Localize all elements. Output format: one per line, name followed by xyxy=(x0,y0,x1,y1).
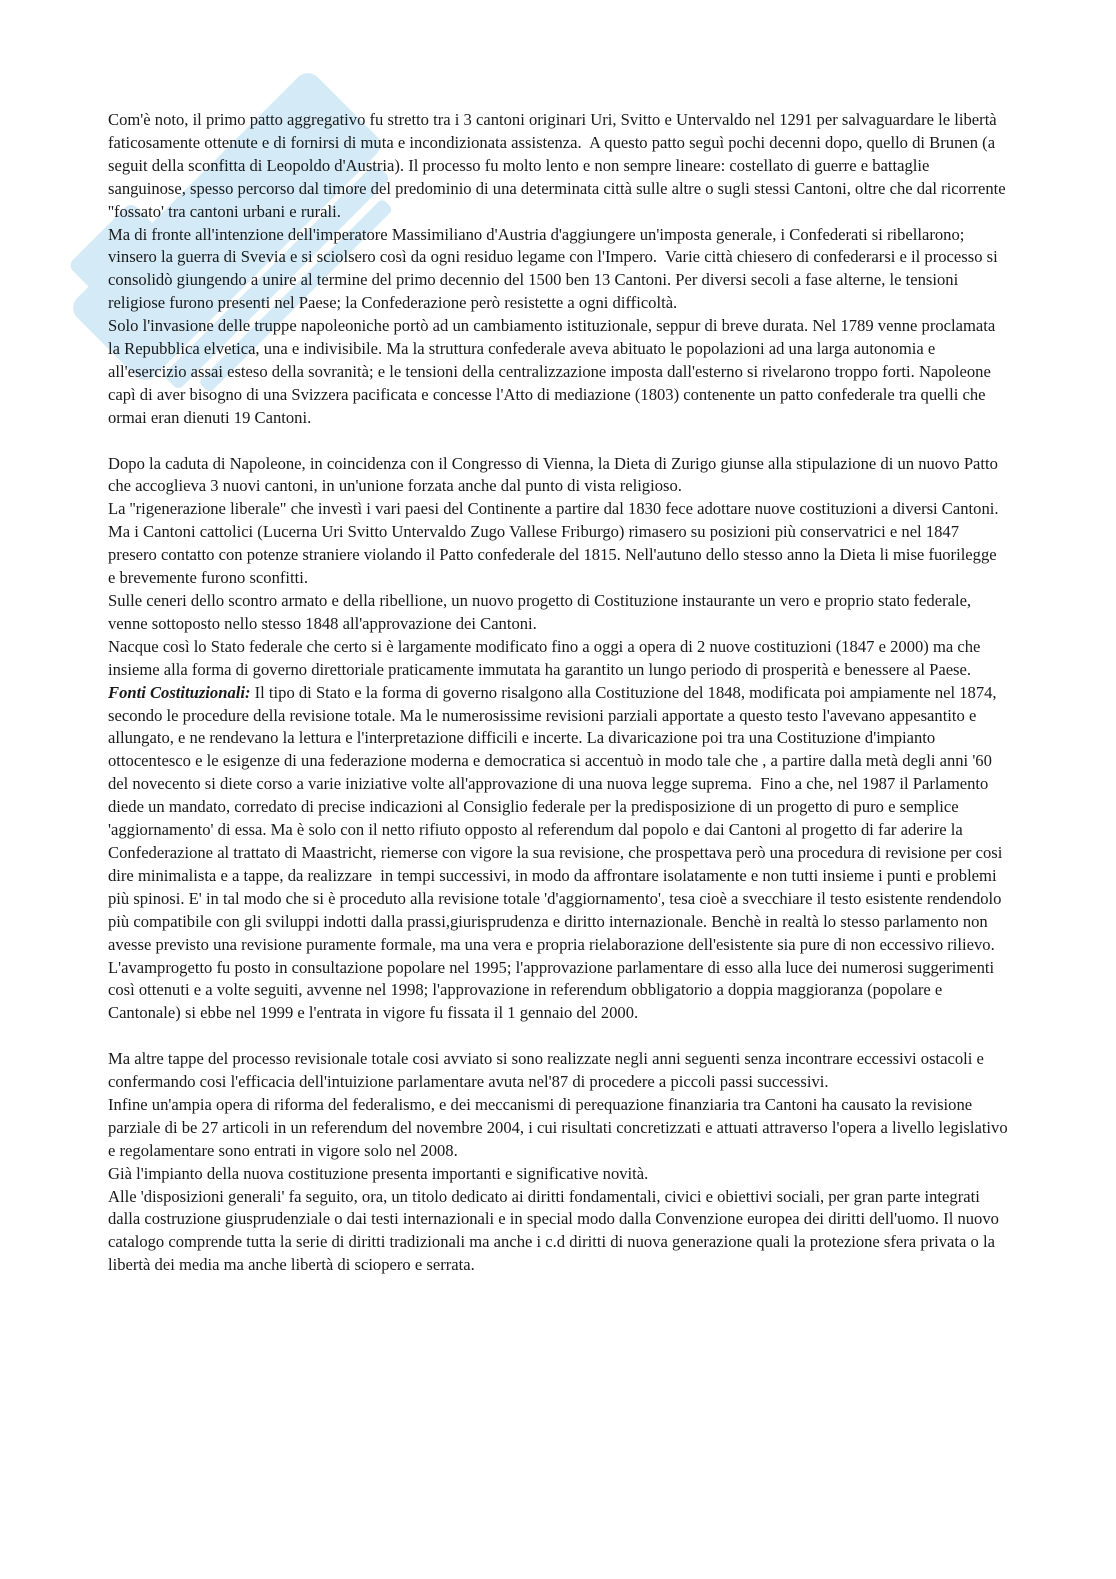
document-page xyxy=(108,109,1012,1277)
paragraph-origins: Com'è noto, il primo patto aggregativo fu stretto tra i 3 cantoni originari Uri, Svitto e Untervaldo nel 1291 per salvaguardare le libertà faticosamente ottenute e di fornirsi di muta e incondizionata assistenza. A questo patto seguì pochi decenni dopo, quello di Brunen (a seguit della sconfitta di Leopoldo d'Austria). Il processo fu molto lento e non sempre lineare: costellato di guerre e battaglie sanguinose, spesso percorso dal timore del predominio di una determinata città sulle altre o sugli stessi Cantoni, oltre che dal ricorrente ''fossato' tra cantoni urbani e rurali. xyxy=(108,110,1010,221)
paragraph-swabian-war: Ma di fronte all'intenzione dell'imperatore Massimiliano d'Austria d'aggiungere un'imposta generale, i Confederati si ribellarono; vinsero la guerra di Svevia e si sciolsero così da ogni residuo legame con l'Impero. Varie città chiesero di confederarsi e il processo si consolidò giungendo a unire al termine del primo decennio del 1500 ben 13 Cantoni. Per diversi secoli a fase alterne, le tensioni religiose furono presenti nel Paese; la Confederazione però resistette a ogni difficoltà. xyxy=(108,224,1002,313)
fonti-heading: Fonti Costituzionali: xyxy=(108,682,251,702)
paragraph-rights: Alle 'disposizioni generali' fa seguito, ora, un titolo dedicato ai diritti fondamentali, civici e obiettivi sociali, per gran parte integrati dalla costruzione giusprudenziale o dai testi internazionali e in special modo dalla Convenzione europea dei diritti dell'uomo. Il nuovo catalogo comprende tutta la serie di diritti tradizionali ma anche i c.d diritti di nuova generazione quali la protezione sfera privata o la libertà dei media ma anche libertà di sciopero e serrata. xyxy=(108,1186,1004,1275)
paragraph-liberal-regeneration: La ''rigenerazione liberale" che investì i vari paesi del Continente a partire dal 1830 fece adottare nuove costituzioni a diversi Cantoni. Ma i Cantoni cattolici (Lucerna Uri Svitto Untervaldo Zugo Vallese Friburgo) rimasero su posizioni più conservatrici e nel 1847 presero contatto con potenze straniere violando il Patto confederale del 1815. Nell'autuno dello stesso anno la Dieta li mise fuorilegge e brevemente furono sconfitti. xyxy=(108,499,1003,588)
paragraph-federalism-reform: Infine un'ampia opera di riforma del federalismo, e dei meccanismi di perequazione finanziaria tra Cantoni ha causato la revisione parziale di be 27 articoli in un referendum del novembre 2004, i cui risultati concretizzati e attuati attraverso l'opera a livello legislativo e regolamentare sono entrati in vigore solo nel 2008. xyxy=(108,1094,1012,1160)
paragraph-avamprogetto: L'avamprogetto fu posto in consultazione popolare nel 1995; l'approvazione parlamentare di esso alla luce dei numerosi suggerimenti così ottenuti e a volte seguiti, avvenne nel 1998; l'approvazione in referendum obbligatorio a doppia maggioranza (popolare e Cantonale) si ebbe nel 1999 e l'entrata in vigore fu fissata il 1 gennaio del 2000. xyxy=(108,957,999,1023)
paragraph-napoleon: Solo l'invasione delle truppe napoleoniche portò ad un cambiamento istituzionale, seppur di breve durata. Nel 1789 venne proclamata la Repubblica elvetica, una e indivisibile. Ma la struttura confederale aveva abituato le popolazioni ad una larga autonomia e all'esercizio assai esteso della sovranità; e le tensioni della centralizzazione imposta dall'esterno si rivelarono troppo forti. Napoleone capì di aver bisogno di una Svizzera pacificata e concesse l'Atto di mediazione (1803) contenente un patto confederale tra quelli che ormai eran dienuti 19 Cantoni. xyxy=(108,316,1000,427)
paragraph-further-steps: Ma altre tappe del processo revisionale totale cosi avviato si sono realizzate negli anni seguenti senza incontrare eccessivi ostacoli e confermando cosi l'efficacia dell'intuizione parlamentare avuta nel'87 di procedere a piccoli passi successivi. xyxy=(108,1049,989,1092)
paragraph-congress-vienna: Dopo la caduta di Napoleone, in coincidenza con il Congresso di Vienna, la Dieta di Zurigo giunse alla stipulazione di un nuovo Patto che accoglieva 3 nuovi cantoni, in un'unione forzata anche dal punto di vista religioso. xyxy=(108,453,1003,496)
paragraph-fonti xyxy=(108,682,1008,957)
paragraph-spacer xyxy=(108,430,1008,453)
paragraph-novelties: Già l'impianto della nuova costituzione presenta importanti e significative novità. xyxy=(108,1163,649,1183)
paragraph-spacer xyxy=(108,1025,1008,1048)
paragraph-new-constitution: Sulle ceneri dello scontro armato e della ribellione, un nuovo progetto di Costituzione instaurante un vero e proprio stato federale, venne sottoposto nello stesso 1848 all'approvazione dei Cantoni. xyxy=(108,591,976,633)
paragraph-federal-state: Nacque così lo Stato federale che certo si è largamente modificato fino a oggi a opera di 2 nuove costituzioni (1847 e 2000) ma che insieme alla forma di governo direttoriale praticamente immutata ha garantito un lungo periodo di prosperità e benessere al Paese. xyxy=(108,636,985,679)
fonti-body: Il tipo di Stato e la forma di governo risalgono alla Costituzione del 1848, modificata poi ampiamente nel 1874, secondo le procedure della revisione totale. Ma le numerosissime revisioni parziali apportate a questo testo l'avevano appesantito e allungato, e ne rendevano la lettura e l'interpretazione difficili e incerte. La divaricazione poi tra una Costituzione d'impianto ottocentesco e le esigenze di una federazione moderna e democratica si accentuò in modo tale che , a partire dalla metà degli anni '60 del novecento si diete corso a varie iniziative volte all'approvazione di una nuova legge suprema. Fino a che, nel 1987 il Parlamento diede un mandato, corredato di precise indicazioni al Consiglio federale per la predisposizione di un progetto di puro e semplice 'aggiornamento' di essa. Ma è solo con il netto rifiuto opposto al referendum dal popolo e dai Cantoni al progetto di far aderire la Confederazione al trattato di Maastricht, riemerse con vigore la sua revisione, che prospettava però una procedura di revisione per cosi dire minimalista e a tappe, da realizzare in tempi successivi, in modo da affrontare isolatamente e non tutti insieme i punti e problemi più spinosi. E' in tal modo che si è proceduto alla revisione totale 'd'aggiornamento', tesa cioè a svecchiare il testo esistente rendendolo più compatibile con gli sviluppi indotti dalla prassi,giurisprudenza e diritto internazionale. Benchè in realtà lo stesso parlamento non avesse previsto una revisione puramente formale, ma una vera e propria rielaborazione dell'esistente sia pure di non eccessivo rilievo. xyxy=(108,682,1007,954)
